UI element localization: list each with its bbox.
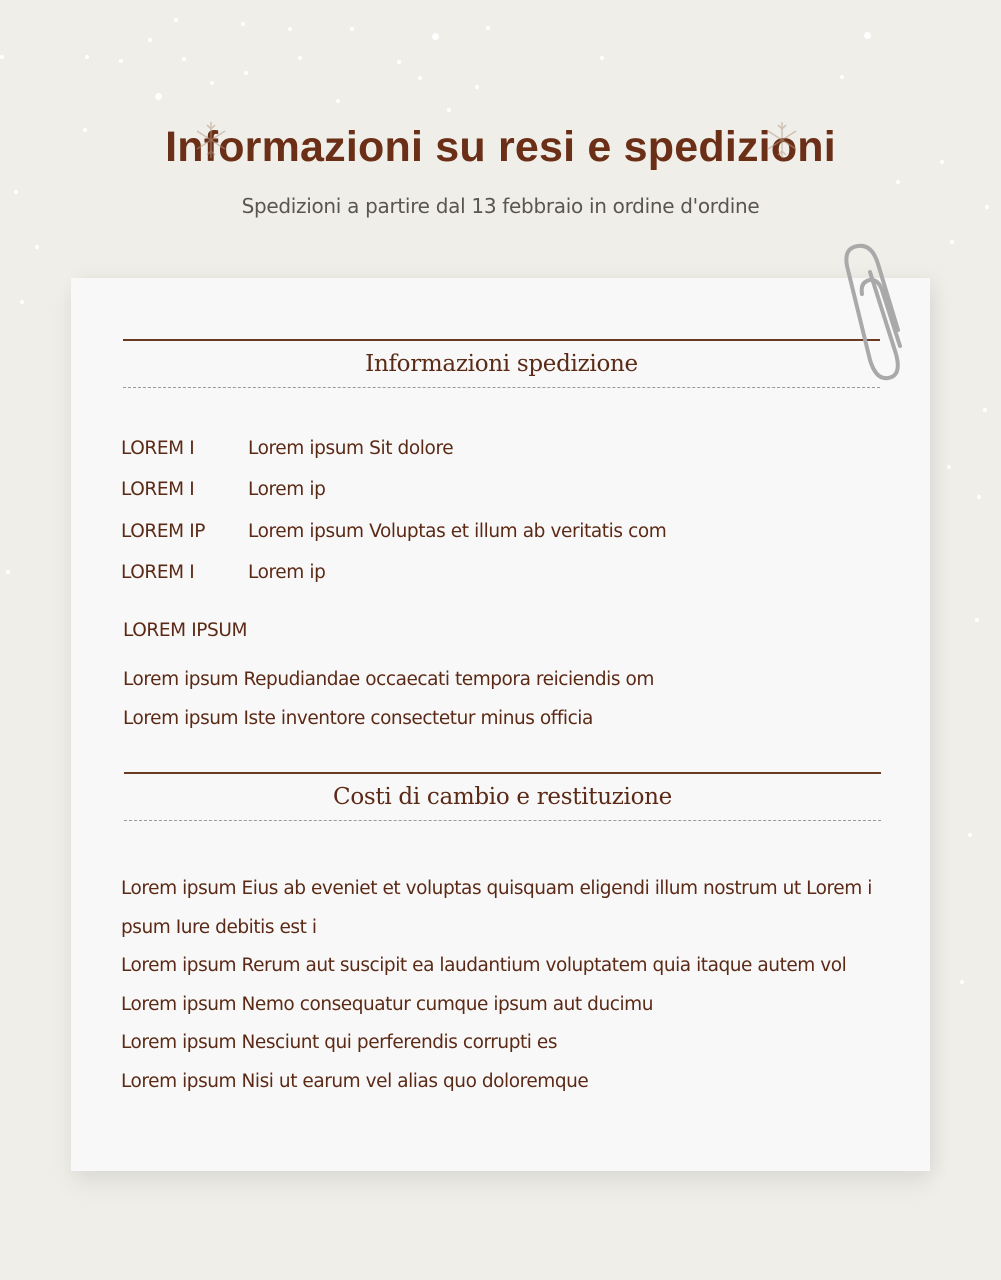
page-title-text: Informazioni su resi e spedizioni [165, 123, 836, 171]
detail-row [121, 552, 666, 593]
costs-section-header [124, 772, 881, 821]
section-dotted-divider [123, 387, 880, 388]
shipping-heading: Informazioni spedizione [365, 351, 638, 377]
shipping-block-text [123, 661, 654, 738]
detail-value: Lorem ipsum Voluptas et illum ab veritatis com [248, 520, 667, 542]
text-line: Lorem ipsum Nemo consequatur cumque ipsum aut ducimu [121, 993, 653, 1015]
detail-row [121, 469, 666, 510]
info-card [71, 278, 930, 1171]
page-subtitle: Spedizioni a partire dal 13 febbraio in ordine d'ordine [241, 194, 760, 218]
text-line: Lorem ipsum Nesciunt qui perferendis corrupti es [121, 1032, 558, 1054]
page-title [165, 118, 836, 176]
costs-heading: Costi di cambio e restituzione [333, 784, 672, 810]
text-line: Lorem ipsum Repudiandae occaecati tempora reiciendis om [123, 669, 654, 690]
shipping-details [121, 428, 666, 593]
text-line: Lorem ipsum Rerum aut suscipit ea laudantium voluptatem quia itaque autem vol [121, 955, 847, 977]
text-line: Lorem ipsum Nisi ut earum vel alias quo doloremque [121, 1070, 589, 1092]
detail-value: Lorem ip [248, 479, 326, 501]
text-line: psum Iure debitis est i [121, 916, 317, 938]
detail-value: Lorem ipsum Sit dolore [248, 438, 454, 460]
page-header [0, 118, 1001, 218]
section-dotted-divider [124, 820, 881, 821]
snowflake-icon [195, 120, 227, 160]
costs-text [121, 870, 891, 1102]
detail-row [121, 511, 666, 552]
text-line: Lorem ipsum Eius ab eveniet et voluptas quisquam eligendi illum nostrum ut Lorem i [121, 878, 872, 899]
paperclip-icon [840, 242, 920, 382]
detail-key: LOREM I [121, 562, 195, 584]
detail-key: LOREM I [121, 479, 195, 501]
shipping-section-header [123, 339, 880, 388]
detail-row [121, 428, 666, 469]
snowflake-icon [766, 120, 798, 160]
text-line: Lorem ipsum Iste inventore consectetur minus officia [123, 707, 593, 729]
shipping-block-title: LOREM IPSUM [123, 620, 248, 641]
detail-key: LOREM I [121, 438, 195, 460]
detail-key: LOREM IP [121, 520, 206, 542]
detail-value: Lorem ip [248, 562, 326, 584]
